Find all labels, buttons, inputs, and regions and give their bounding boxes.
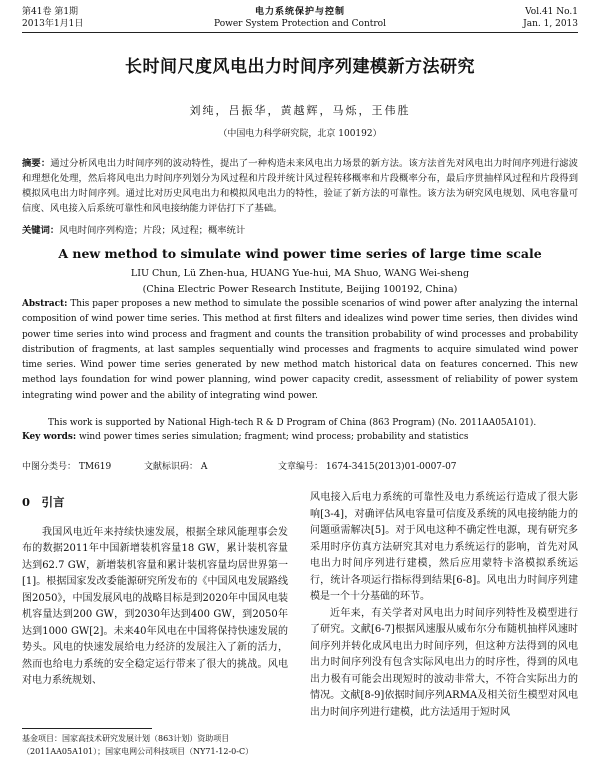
keywords-en <box>22 430 578 444</box>
article-number: 文章编号： 1674-3415(2013)01-0007-07 <box>278 462 457 472</box>
keywords-en-label: Key words: <box>22 432 77 442</box>
keywords-cn-label: 关键词： <box>22 225 60 236</box>
abstract-cn-text: 通过分析风电出力时间序列的波动特性，提出了一种构造未来风电出力场景的新方法。该方法首先对风电出力时间序列进行滤波和理想化处理，然后将风电出力时间序列划分为风过程和片段并统计风过程转移概率和片段概率分布，最后序贯抽样风过程和片段得到模拟风电出力时间序列。通过比对历史风电出力和模拟风电出力的特性，验证了新方法的可靠性。该方法为研究风电规划、风电容量可信度、风电接入后系统可靠性和风电接纳能力评估打下了基础。 <box>22 158 578 214</box>
intro-paragraph-2: 风电接入后电力系统的可靠性及电力系统运行造成了很大影响[3-4]，对确评估风电容量可信度及系统的风电接纳能力的问题亟需解决[5]。对于风电这种不确定性电源，现有研究多采用时序仿真方法研究其对电力系统运行的影响，首先对风电出力时间序列进行建模，然后应用蒙特卡洛模拟系统运行，统计各项运行指标得到结果[6-8]。风电出力时间序列建模是一个十分基础的环节。 <box>310 492 578 602</box>
affiliation-en: (China Electric Power Research Institute, Beijing 100192, China) <box>142 284 458 295</box>
running-header <box>22 6 578 32</box>
header-center <box>22 6 578 30</box>
date-cn: 2013年1月1日 <box>22 19 84 29</box>
body-column-left <box>22 490 288 690</box>
affiliation-cn: （中国电力科学研究院，北京 100192） <box>218 129 382 139</box>
header-right <box>523 6 578 30</box>
abstract-en-label: Abstract: <box>22 299 68 309</box>
volume-cn: 第41卷 第1期 <box>22 7 79 17</box>
funding-footnote: 基金项目：国家高技术研究发展计划（863计划）资助项目（2011AA05A101）；国家电网公司科技项目（NY71-12-0-C） <box>22 734 254 756</box>
keywords-en-text: wind power times series simulation; fragment; wind process; probability and statistics <box>78 432 469 442</box>
authors-en: LIU Chun, Lü Zhen-hua, HUANG Yue-hui, MA Shuo, WANG Wei-sheng <box>130 268 470 279</box>
intro-paragraph-3: 近年来，有关学者对风电出力时间序列特性及模型进行了研究。文献[6-7]根据风速服从威布尔分布随机抽样风速时间序列并转化成风电出力时间序列，但这种方法得到的风电出力时间序列没有包含实际风电出力的时序性，得到的风电出力极有可能会出现短时的波动非常大，不符合实际出力的情况。文献[8-9]依据时间序列ARMA及相关衍生模型对风电出力时间序列进行建模，此方法适用于短时风 <box>310 607 578 718</box>
footnote-rule <box>22 728 152 729</box>
keywords-cn <box>22 224 578 238</box>
authors-cn: 刘纯，吕振华，黄越辉，马烁，王伟胜 <box>189 104 411 117</box>
keywords-cn-text: 风电时间序列构造；片段；风过程；概率统计 <box>59 225 246 236</box>
paper-title-cn: 长时间尺度风电出力时间序列建模新方法研究 <box>125 57 475 77</box>
support-note-en: This work is supported by National High-tech R & D Program of China (863 Program) (No. 2011AA05A101). <box>48 418 537 428</box>
abstract-en <box>22 297 578 404</box>
clc-number: 中图分类号： TM619 <box>22 462 112 472</box>
abstract-cn-label: 摘要： <box>22 158 51 169</box>
classification-line <box>22 460 578 474</box>
date-en: Jan. 1, 2013 <box>523 19 578 29</box>
intro-paragraph-1: 我国风电近年来持续快速发展，根据全球风能理事会发布的数据2011年中国新增装机容量18 GW，累计装机容量达到62.7 GW，新增装机容量和累计装机容量均居世界第一[1]。根据国家发改委能源研究所发布的《中国风电发展路线图2050》，中国发展风电的战略目标是到2020年中国风电装机容量达到200 GW，到2030年达到400 GW，到2050年达到1000 GW[2]。未来40年风电在中国将保持快速发展的势头。风电的快速发展给电力经济的发展注入了新的活力，然而也给电力系统的安全稳定运行带来了很大的挑战。风电对电力系统规划、 <box>22 526 288 686</box>
volume-en: Vol.41 No.1 <box>525 7 578 17</box>
abstract-en-text: This paper proposes a new method to simulate the possible scenarios of wind power after analyzing the internal composition of wind power time series. This method at first filters and idealizes wind power time series, then divides wind power time series into wind process and fragment and counts the transition probability of wind processes and probability distribution of fragments, at last samples sequentially wind processes and fragments to acquire simulated wind power time series. Wind power time series generated by new method match historical data on features concerned. This new method lays foundation for wind power planning, wind power capacity credit, assessment of reliability of power system integrating wind power and the ability of integrating wind power. <box>22 299 578 401</box>
section-heading: 0 引言 <box>22 495 65 509</box>
abstract-cn <box>22 156 578 216</box>
journal-cn: 电力系统保护与控制 <box>254 7 345 17</box>
paper-title-en: A new method to simulate wind power time series of large time scale <box>58 246 542 261</box>
body-column-right <box>310 490 578 721</box>
journal-en: Power System Protection and Control <box>214 19 386 29</box>
document-code: 文献标识码： A <box>144 462 208 472</box>
header-rule <box>22 32 578 33</box>
